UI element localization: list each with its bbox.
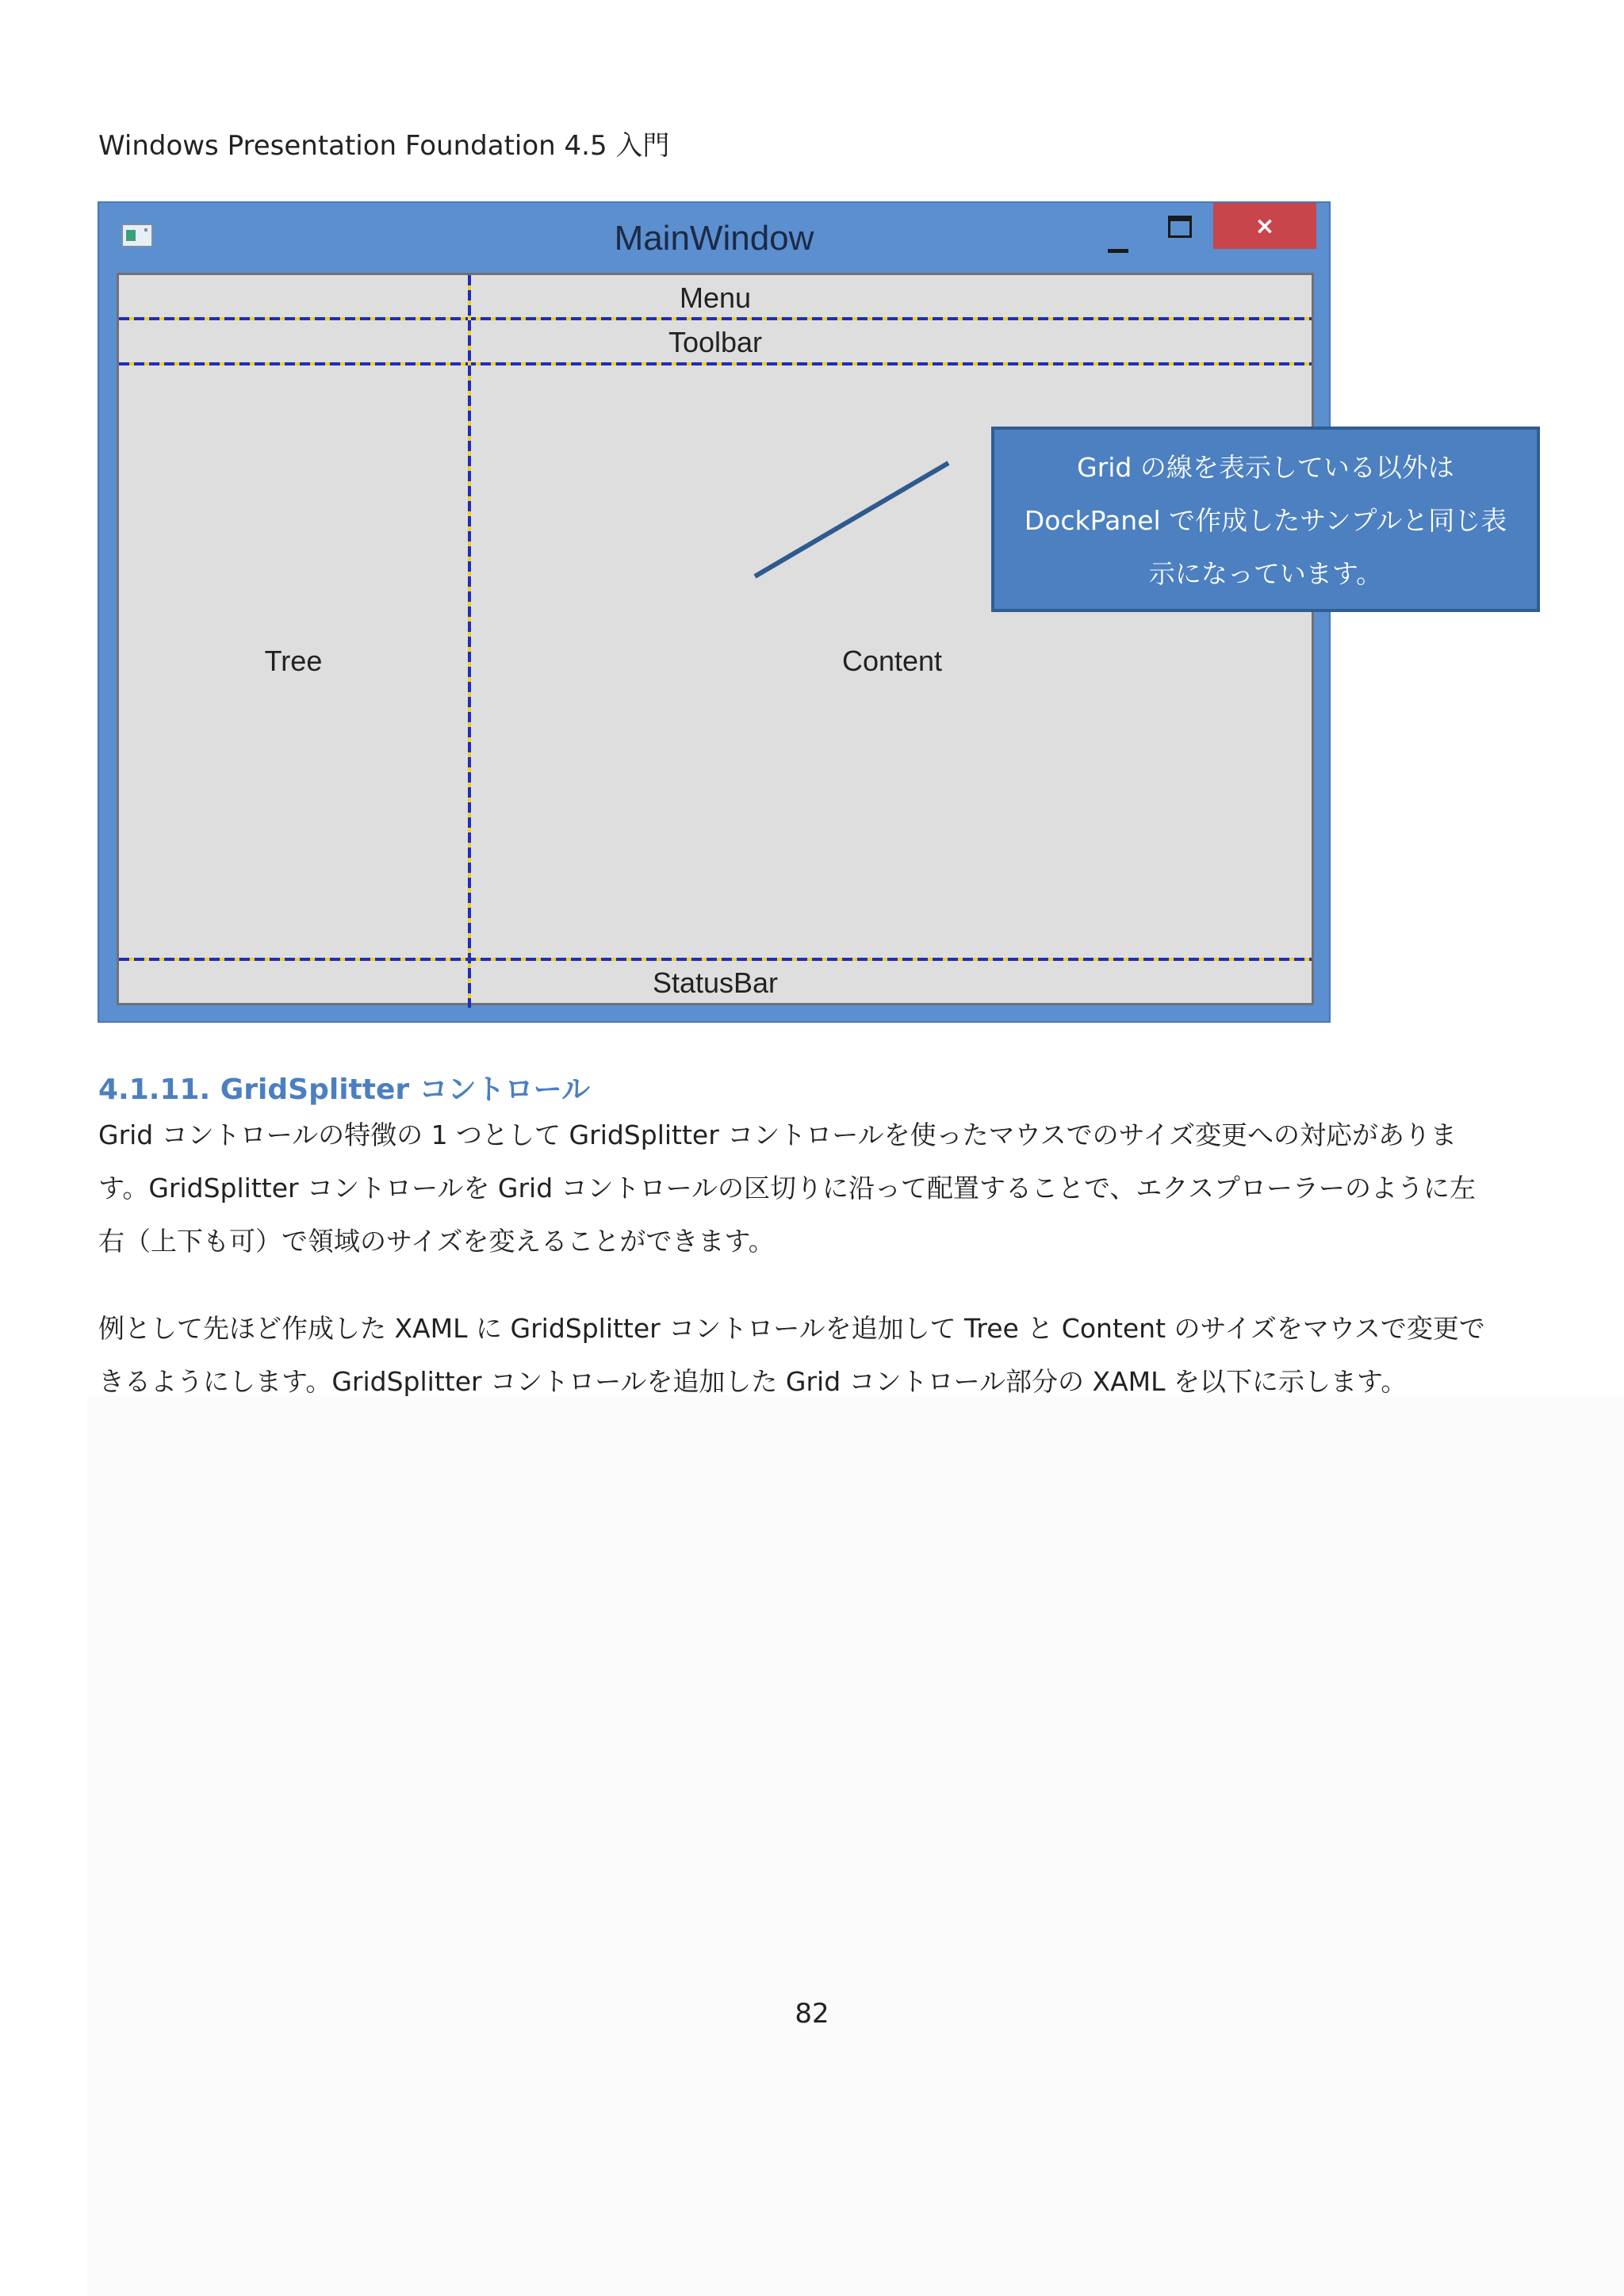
callout-line-1: Grid の線を表示している以外は xyxy=(1077,452,1454,483)
menu-label: Menu xyxy=(679,281,752,314)
paragraph-1 xyxy=(98,1108,1526,1268)
paragraph-1-line-1: Grid コントロールの特徴の 1 つとして GridSplitter コントロールを使ったマウスでのサイズ変更への対応がありま xyxy=(98,1119,1457,1150)
page-background xyxy=(87,1395,1624,2296)
close-icon: × xyxy=(1254,212,1275,240)
paragraph-1-line-2: す。GridSplitter コントロールを Grid コントロールの区切りに沿って配置することで、エクスプローラーのように左 xyxy=(98,1173,1477,1203)
content-label: Content xyxy=(841,645,943,677)
toolbar-label: Toolbar xyxy=(668,326,763,358)
paragraph-2-line-1: 例として先ほど作成した XAML に GridSplitter コントロールを追加して Tree と Content のサイズをマウスで変更で xyxy=(98,1313,1485,1344)
paragraph-1-line-3: 右（上下も可）で領域のサイズを変えることができます。 xyxy=(98,1226,775,1257)
running-header: Windows Presentation Foundation 4.5 入門 xyxy=(98,130,670,162)
page-number: 82 xyxy=(795,1998,829,2030)
paragraph-2-line-2: きるようにします。GridSplitter コントロールを追加した Grid コントロール部分の XAML を以下に示します。 xyxy=(98,1366,1408,1397)
paragraph-2 xyxy=(98,1302,1526,1408)
callout-box xyxy=(991,427,1540,612)
window-title: MainWindow xyxy=(614,219,814,258)
callout-line-2: DockPanel で作成したサンプルと同じ表 xyxy=(1024,505,1507,536)
callout-line-3: 示になっています。 xyxy=(1148,558,1383,589)
section-heading: 4.1.11. GridSplitter コントロール xyxy=(98,1073,590,1106)
callout-pointer-line xyxy=(755,463,948,576)
tree-label: Tree xyxy=(264,645,323,677)
statusbar-label: StatusBar xyxy=(652,966,779,999)
grid-line-statusbar-top xyxy=(119,958,1312,961)
